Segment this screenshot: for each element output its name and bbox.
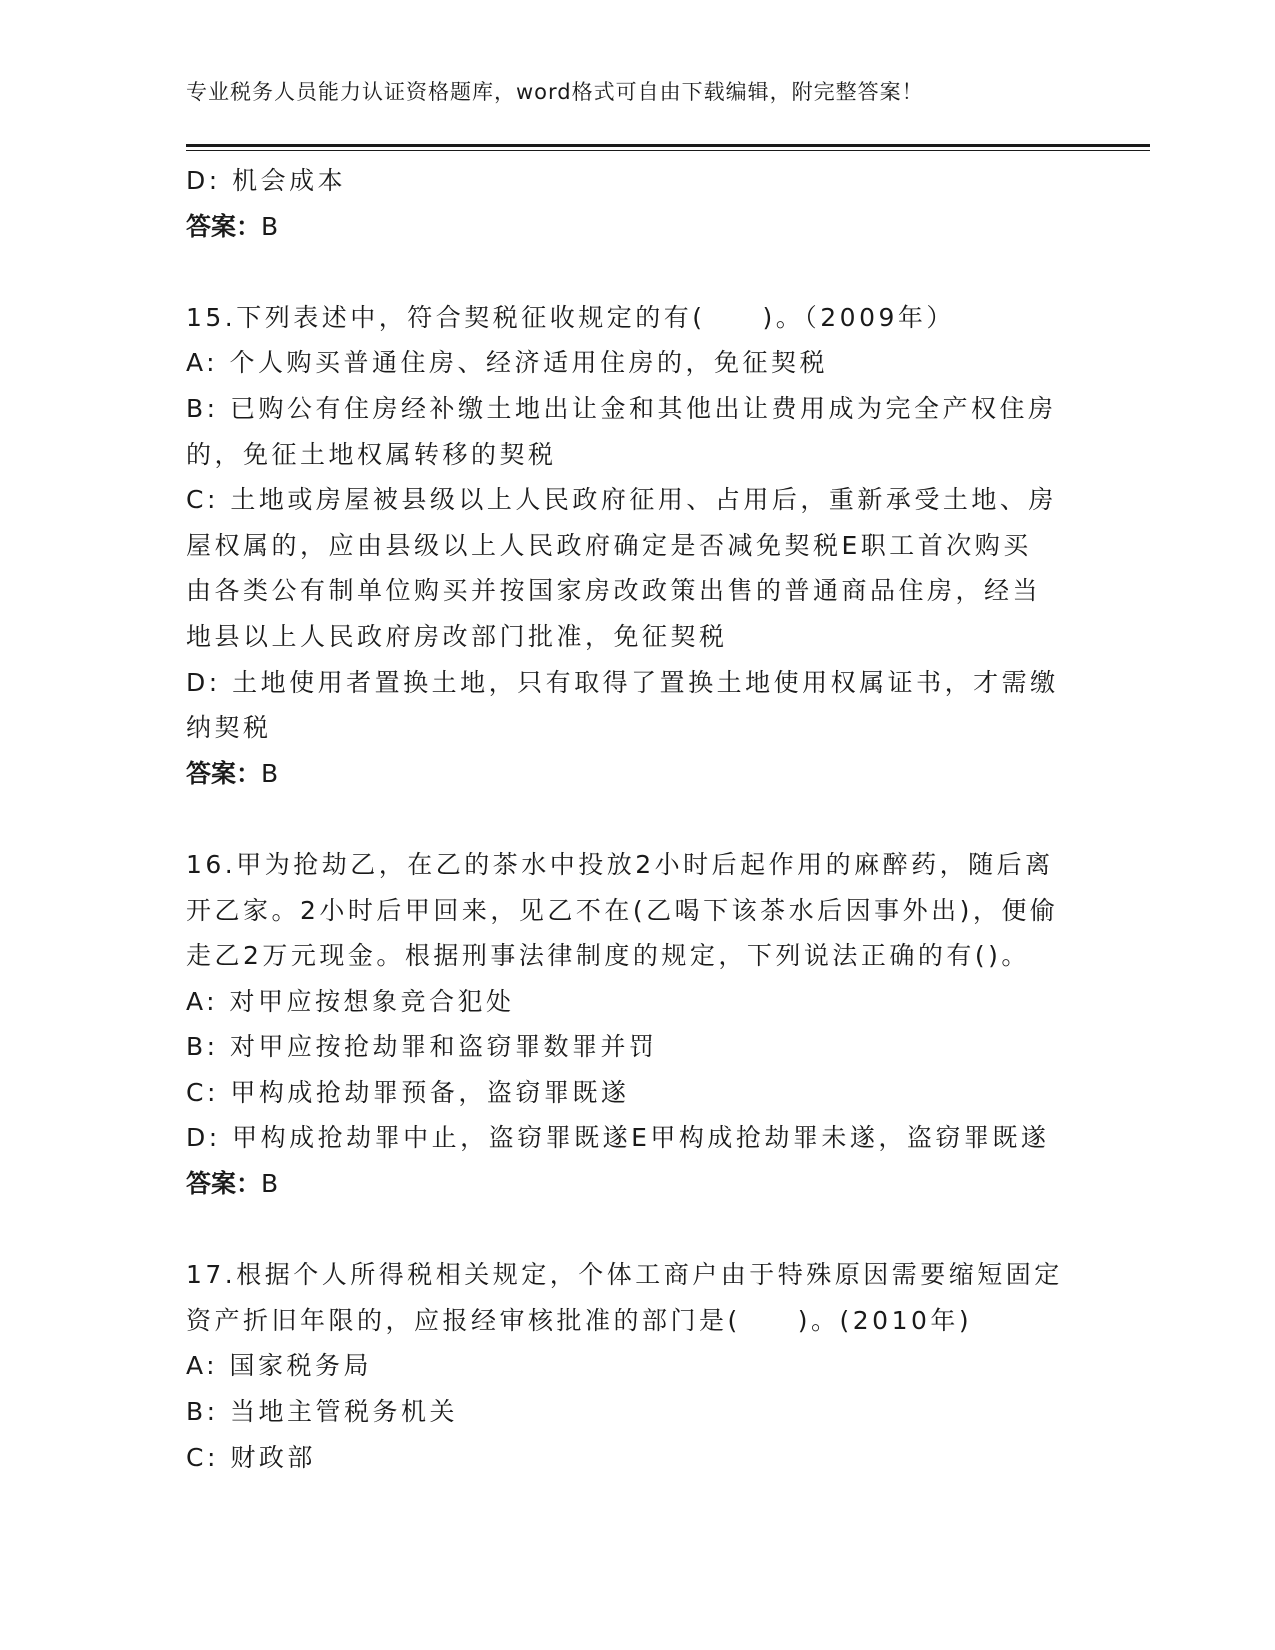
header-rule-thin xyxy=(186,150,1150,151)
answer-label: 答案： xyxy=(186,758,262,788)
option-c-line: C: 甲构成抢劫罪预备，盗窃罪既遂 xyxy=(186,1077,630,1107)
answer-line xyxy=(186,751,1086,797)
option-d-line: D: 土地使用者置换土地，只有取得了置换土地使用权属证书，才需缴 xyxy=(186,667,1059,697)
question-stem-line: 走乙2万元现金。根据刑事法律制度的规定，下列说法正确的有()。 xyxy=(186,941,1030,971)
question-stem-line: 资产折旧年限的，应报经审核批准的部门是( )。(2010年) xyxy=(186,1305,973,1335)
option-c-line: 由各类公有制单位购买并按国家房改政策出售的普通商品住房，经当 xyxy=(186,576,1042,606)
question-stem-line: 开乙家。2小时后甲回来，见乙不在(乙喝下该茶水后因事外出)，便偷 xyxy=(186,895,1059,925)
option-a-line: A: 国家税务局 xyxy=(186,1351,373,1381)
question-stem-line: 15.下列表述中，符合契税征收规定的有( )。（2009年） xyxy=(186,302,955,332)
option-d-continued: D: 机会成本 xyxy=(186,166,347,195)
option-c-line: C: 土地或房屋被县级以上人民政府征用、占用后，重新承受土地、房 xyxy=(186,485,1057,515)
answer-label: 答案： xyxy=(186,1169,262,1199)
spacer xyxy=(186,249,1086,295)
option-d-line: 纳契税 xyxy=(186,713,272,743)
answer-value: B xyxy=(261,1169,279,1199)
option-b-line: B: 已购公有住房经补缴土地出让金和其他出让费用成为完全产权住房 xyxy=(186,393,1057,423)
question-15 xyxy=(186,295,1086,797)
option-a-line: A: 对甲应按想象竞合犯处 xyxy=(186,986,515,1016)
option-c-line: 屋权属的，应由县级以上人民政府确定是否减免契税E职工首次购买 xyxy=(186,530,1032,560)
option-d-line: D: 甲构成抢劫罪中止，盗窃罪既遂E甲构成抢劫罪未遂，盗窃罪既遂 xyxy=(186,1123,1050,1153)
spacer xyxy=(186,1207,1086,1253)
answer-value: B xyxy=(261,211,279,241)
option-b-line: 的，免征土地权属转移的契税 xyxy=(186,439,557,469)
answer-label: 答案： xyxy=(186,211,262,241)
answer-value: B xyxy=(261,758,279,788)
question-16 xyxy=(186,842,1086,1207)
option-a-line: A: 个人购买普通住房、经济适用住房的，免征契税 xyxy=(186,348,829,378)
option-c-line: C: 财政部 xyxy=(186,1442,316,1472)
document-body xyxy=(186,158,1086,1480)
page-header: 专业税务人员能力认证资格题库，word格式可自由下载编辑，附完整答案！ xyxy=(186,80,924,104)
question-stem-line: 17.根据个人所得税相关规定，个体工商户由于特殊原因需要缩短固定 xyxy=(186,1260,1063,1290)
option-b-line: B: 当地主管税务机关 xyxy=(186,1397,459,1427)
question-stem-line: 16.甲为抢劫乙，在乙的茶水中投放2小时后起作用的麻醉药，随后离 xyxy=(186,849,1054,879)
spacer xyxy=(186,796,1086,842)
answer-line xyxy=(186,204,1086,250)
option-b-line: B: 对甲应按抢劫罪和盗窃罪数罪并罚 xyxy=(186,1032,658,1062)
option-c-line: 地县以上人民政府房改部门批准，免征契税 xyxy=(186,621,728,651)
answer-line xyxy=(186,1161,1086,1207)
header-rule-thick xyxy=(186,144,1150,147)
question-17 xyxy=(186,1252,1086,1480)
